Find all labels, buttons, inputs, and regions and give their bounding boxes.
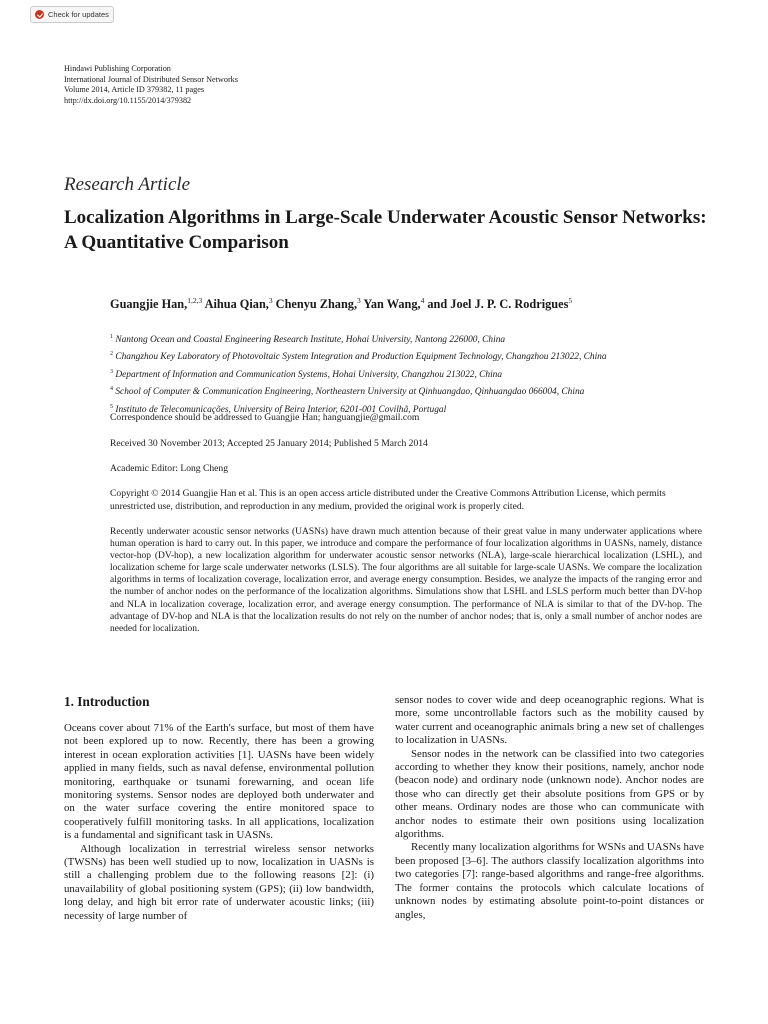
affiliation-text: Department of Information and Communication Systems, Hohai University, Changzhou 213022, China <box>115 369 503 380</box>
affiliation-number: 5 <box>110 403 113 410</box>
check-updates-label: Check for updates <box>48 10 109 19</box>
journal-name: International Journal of Distributed Sensor Networks <box>64 74 238 84</box>
author-affiliation-ref: 1,2,3 <box>187 296 203 305</box>
doi-link[interactable]: http://dx.doi.org/10.1155/2014/379382 <box>64 95 192 105</box>
affiliation-text: Nantong Ocean and Coastal Engineering Research Institute, Hohai University, Nantong 226000, China <box>115 335 506 346</box>
affiliation-item <box>110 330 730 347</box>
author-name: Guangjie Han, <box>110 297 188 312</box>
author-name: and Joel J. P. C. Rodrigues <box>424 297 569 312</box>
correspondence-note: Correspondence should be addressed to Guangjie Han; hanguangjie@gmail.com <box>110 412 420 423</box>
abstract: Recently underwater acoustic sensor networks (UASNs) have drawn much attention because of their great value in many underwater applications where human operation is hard to carry out. In this paper, we introduce and compare the performance of four localization algorithms in UASNs, namely, distance vector-hop (DV-hop), a new localization algorithm for underwater acoustic sensor networks (NLA), large-scale hierarchical localization (LSHL), and localization scheme for large scale underwater networks (LSLS). The four algorithms are all suitable for large-scale UASNs. We compare the localization algorithms in terms of localization coverage, localization error, and average energy consumption. Besides, we analyze the impacts of the ranging error and the number of anchor nodes on the performance of the localization algorithms. Simulations show that LSHL and LSLS perform much better than DV-hop and NLA in localization coverage, localization error, and average energy consumption. The performance of NLA is similar to that of the DV-hop. The advantage of DV-hop and NLA is that the localization results do not rely on the number of anchor nodes; that is, only a small number of anchor nodes are needed for localization. <box>110 527 702 634</box>
section-heading: 1. Introduction <box>64 694 150 709</box>
author-affiliation-ref: 3 <box>357 296 361 305</box>
author-affiliation-ref: 4 <box>420 296 425 305</box>
affiliation-item <box>110 347 730 364</box>
check-for-updates-button[interactable] <box>30 6 114 23</box>
volume-info: Volume 2014, Article ID 379382, 11 pages <box>64 85 205 94</box>
affiliation-list <box>110 330 730 417</box>
author-name: Chenyu Zhang, <box>272 297 358 312</box>
affiliation-item <box>110 365 730 382</box>
right-column <box>395 694 704 922</box>
paragraph: Although localization in terrestrial wireless sensor networks (TWSNs) has been well studied up to now, localization in UASNs is still a challenging problem due to the following reasons [2]: (i) unavailability of global positioning system (GPS); (ii) low bandwidth, long delay, and high bit error rate of underwater acoustic links; (iii) necessity of large number of <box>64 842 374 922</box>
affiliation-number: 1 <box>110 334 113 340</box>
publisher-info <box>64 64 238 106</box>
affiliation-text: Changzhou Key Laboratory of Photovoltaic System Integration and Production Equipment Technology, Changzhou 213022, China <box>115 352 607 363</box>
affiliation-number: 2 <box>110 351 113 358</box>
author-affiliation-ref: 3 <box>268 296 273 305</box>
check-updates-icon <box>35 10 44 19</box>
author-name: Yan Wang, <box>360 297 421 312</box>
affiliation-number: 4 <box>110 386 113 393</box>
paper-title: Localization Algorithms in Large-Scale Underwater Acoustic Sensor Networks: A Quantitative Comparison <box>64 207 707 253</box>
paragraph: Sensor nodes in the network can be classified into two categories according to whether they know their positions, namely, anchor node (beacon node) and ordinary node (unknown node). Anchor nodes are those who can directly get their absolute positions from GPS or by other means. Ordinary nodes are those who can communicate with anchor nodes to estimate their own positions using localization algorithms. <box>395 747 704 841</box>
left-column <box>64 722 374 923</box>
affiliation-text: School of Computer & Communication Engineering, Northeastern University at Qinhuangdao, Qinhuangdao 066004, China <box>115 387 585 398</box>
publisher-name: Hindawi Publishing Corporation <box>64 64 171 73</box>
affiliation-item <box>110 382 730 399</box>
affiliation-number: 3 <box>110 368 113 375</box>
paragraph: Oceans cover about 71% of the Earth's surface, but most of them have not been explored up to now. Recently, there has been a growing interest in ocean exploration activities [1]. UASNs have been widely applied in many fields, such as naval defense, environmental pollution monitoring, earthquake or tsunami forewarning, and ocean life monitoring systems. Sensor nodes are deployed both underwater and on the water surface covering the entire monitored space to cooperatively fulfill monitoring tasks. In all applications, localization is a fundamental and significant task in UASNs. <box>64 722 374 842</box>
author-list <box>110 296 730 312</box>
copyright-notice: Copyright © 2014 Guangjie Han et al. This is an open access article distributed under the Creative Commons Attribution License, which permits unrestricted use, distribution, and reproduction in any medium, provided the original work is properly cited. <box>110 488 666 512</box>
article-type: Research Article <box>64 174 191 195</box>
affiliation-text: Instituto de Telecomunicações, University of Beira Interior, 6201-001 Covilhã, Portugal <box>115 404 447 415</box>
author-name: Aihua Qian, <box>202 297 269 312</box>
paragraph: Recently many localization algorithms for WSNs and UASNs have been proposed [3–6]. The authors classify localization algorithms into two categories [7]: range-based algorithms and range-free algorithms. The former contains the protocols which calculate locations of unknown nodes by estimating absolute point-to-point distances or angles, <box>395 841 704 921</box>
author-affiliation-ref: 5 <box>568 296 573 305</box>
publication-dates: Received 30 November 2013; Accepted 25 January 2014; Published 5 March 2014 <box>110 438 428 449</box>
paragraph: sensor nodes to cover wide and deep oceanographic regions. What is more, some uncontrollable factors such as the mobility caused by water current and oceanographic animals bring a new set of challenges to localization in UASNs. <box>395 694 704 747</box>
academic-editor: Academic Editor: Long Cheng <box>110 463 229 474</box>
